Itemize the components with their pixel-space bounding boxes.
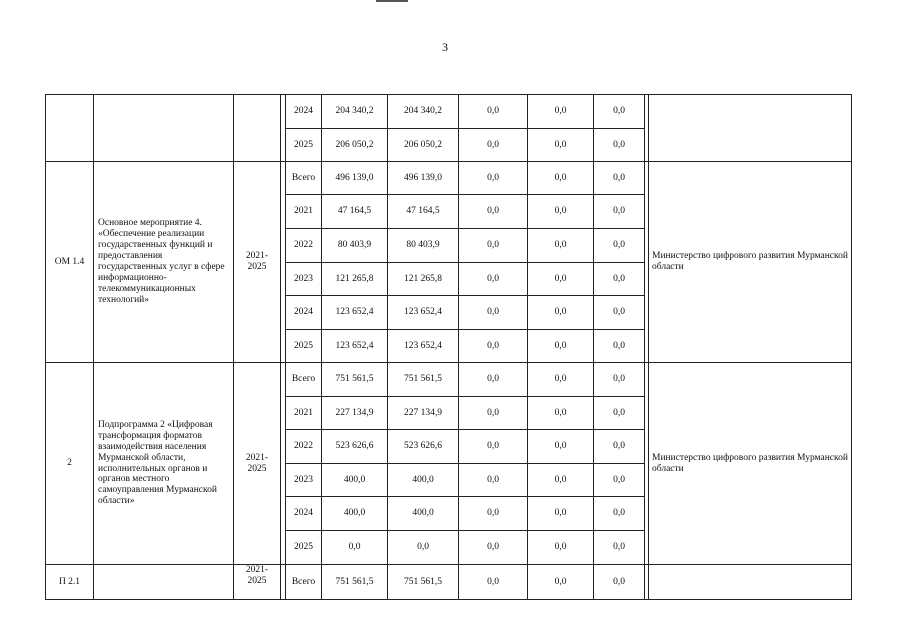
federal-budget-cell: 0,0: [459, 129, 528, 162]
year-cell: 2025: [286, 129, 322, 162]
year-cell: 2025: [286, 531, 322, 565]
year-cell: 2024: [286, 497, 322, 531]
executor-cell: Министерство цифрового развития Мурманской области: [649, 162, 852, 363]
other-sources-cell: 0,0: [594, 229, 645, 263]
year-cell: 2021: [286, 195, 322, 229]
other-sources-cell: 0,0: [594, 464, 645, 497]
other-sources-cell: 0,0: [594, 531, 645, 565]
local-budget-cell: 0,0: [528, 263, 594, 296]
total-cell: 123 652,4: [322, 330, 388, 363]
executor-cell: [649, 565, 852, 600]
other-sources-cell: 0,0: [594, 430, 645, 464]
total-cell: 751 561,5: [322, 565, 388, 600]
period-cell: [234, 95, 281, 162]
measure-code-cell: [46, 95, 94, 162]
measure-code-cell: 2: [46, 363, 94, 565]
regional-budget-cell: 751 561,5: [388, 565, 459, 600]
year-cell: 2023: [286, 263, 322, 296]
federal-budget-cell: 0,0: [459, 195, 528, 229]
federal-budget-cell: 0,0: [459, 263, 528, 296]
local-budget-cell: 0,0: [528, 531, 594, 565]
federal-budget-cell: 0,0: [459, 162, 528, 195]
total-cell: 400,0: [322, 497, 388, 531]
regional-budget-cell: 523 626,6: [388, 430, 459, 464]
regional-budget-cell: 227 134,9: [388, 397, 459, 430]
regional-budget-cell: 0,0: [388, 531, 459, 565]
table-row: [46, 162, 852, 195]
measure-code-cell: П 2.1: [46, 565, 94, 600]
federal-budget-cell: 0,0: [459, 565, 528, 600]
other-sources-cell: 0,0: [594, 296, 645, 330]
measure-name-cell: [94, 565, 234, 600]
year-cell: 2024: [286, 296, 322, 330]
other-sources-cell: 0,0: [594, 263, 645, 296]
total-cell: 227 134,9: [322, 397, 388, 430]
measure-code-cell: ОМ 1.4: [46, 162, 94, 363]
other-sources-cell: 0,0: [594, 363, 645, 397]
regional-budget-cell: 121 265,8: [388, 263, 459, 296]
federal-budget-cell: 0,0: [459, 531, 528, 565]
local-budget-cell: 0,0: [528, 330, 594, 363]
page-number: 3: [442, 40, 448, 54]
year-cell: Всего: [286, 565, 322, 600]
regional-budget-cell: 123 652,4: [388, 330, 459, 363]
year-cell: 2024: [286, 95, 322, 129]
other-sources-cell: 0,0: [594, 565, 645, 600]
year-cell: 2025: [286, 330, 322, 363]
total-cell: 204 340,2: [322, 95, 388, 129]
regional-budget-cell: 80 403,9: [388, 229, 459, 263]
other-sources-cell: 0,0: [594, 129, 645, 162]
year-cell: 2022: [286, 430, 322, 464]
regional-budget-cell: 206 050,2: [388, 129, 459, 162]
regional-budget-cell: 47 164,5: [388, 195, 459, 229]
local-budget-cell: 0,0: [528, 565, 594, 600]
total-cell: 523 626,6: [322, 430, 388, 464]
year-cell: Всего: [286, 162, 322, 195]
federal-budget-cell: 0,0: [459, 95, 528, 129]
regional-budget-cell: 400,0: [388, 464, 459, 497]
local-budget-cell: 0,0: [528, 162, 594, 195]
local-budget-cell: 0,0: [528, 464, 594, 497]
total-cell: 80 403,9: [322, 229, 388, 263]
other-sources-cell: 0,0: [594, 95, 645, 129]
year-cell: 2022: [286, 229, 322, 263]
total-cell: 0,0: [322, 531, 388, 565]
federal-budget-cell: 0,0: [459, 363, 528, 397]
federal-budget-cell: 0,0: [459, 397, 528, 430]
other-sources-cell: 0,0: [594, 162, 645, 195]
local-budget-cell: 0,0: [528, 296, 594, 330]
period-cell: 2021- 2025: [234, 162, 281, 363]
local-budget-cell: 0,0: [528, 129, 594, 162]
year-cell: 2021: [286, 397, 322, 430]
year-cell: 2023: [286, 464, 322, 497]
measure-name-cell: [94, 95, 234, 162]
measure-name-cell: Подпрограмма 2 «Цифровая трансформация форматов взаимодействия населения Мурманской области, исполнительных органов и органов местного самоуправления Мурманской области»: [94, 363, 234, 565]
total-cell: 47 164,5: [322, 195, 388, 229]
total-cell: 751 561,5: [322, 363, 388, 397]
other-sources-cell: 0,0: [594, 195, 645, 229]
executor-cell: [649, 95, 852, 162]
other-sources-cell: 0,0: [594, 397, 645, 430]
regional-budget-cell: 204 340,2: [388, 95, 459, 129]
federal-budget-cell: 0,0: [459, 229, 528, 263]
federal-budget-cell: 0,0: [459, 430, 528, 464]
period-cell: 2021- 2025: [234, 363, 281, 565]
budget-table-body: [46, 95, 852, 600]
local-budget-cell: 0,0: [528, 229, 594, 263]
total-cell: 121 265,8: [322, 263, 388, 296]
year-cell: Всего: [286, 363, 322, 397]
regional-budget-cell: 123 652,4: [388, 296, 459, 330]
federal-budget-cell: 0,0: [459, 330, 528, 363]
regional-budget-cell: 496 139,0: [388, 162, 459, 195]
total-cell: 400,0: [322, 464, 388, 497]
scan-top-mark: [376, 0, 408, 2]
total-cell: 206 050,2: [322, 129, 388, 162]
local-budget-cell: 0,0: [528, 195, 594, 229]
total-cell: 496 139,0: [322, 162, 388, 195]
total-cell: 123 652,4: [322, 296, 388, 330]
table-row: [46, 95, 852, 129]
table-row: [46, 565, 852, 600]
other-sources-cell: 0,0: [594, 497, 645, 531]
local-budget-cell: 0,0: [528, 430, 594, 464]
measure-name-cell: Основное мероприятие 4. «Обеспечение реализации государственных функций и предоставления государственных услуг в сфере информационно-телекоммуникационных технологий»: [94, 162, 234, 363]
budget-table: [45, 94, 852, 600]
table-row: [46, 363, 852, 397]
federal-budget-cell: 0,0: [459, 296, 528, 330]
regional-budget-cell: 751 561,5: [388, 363, 459, 397]
other-sources-cell: 0,0: [594, 330, 645, 363]
local-budget-cell: 0,0: [528, 95, 594, 129]
local-budget-cell: 0,0: [528, 397, 594, 430]
regional-budget-cell: 400,0: [388, 497, 459, 531]
period-cell: 2021- 2025: [234, 565, 281, 600]
local-budget-cell: 0,0: [528, 363, 594, 397]
federal-budget-cell: 0,0: [459, 464, 528, 497]
executor-cell: Министерство цифрового развития Мурманской области: [649, 363, 852, 565]
federal-budget-cell: 0,0: [459, 497, 528, 531]
local-budget-cell: 0,0: [528, 497, 594, 531]
